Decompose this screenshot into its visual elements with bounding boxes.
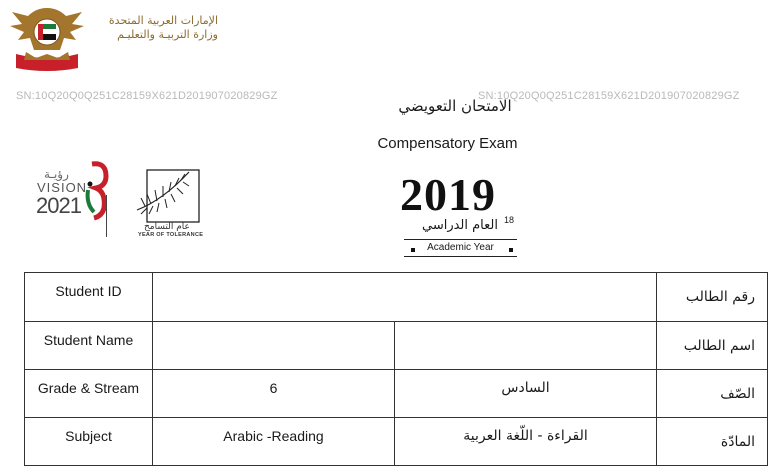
grade-value-en: 6: [153, 370, 395, 418]
subject-label-ar: المادّة: [657, 418, 768, 466]
year-of-tolerance-icon: [133, 166, 203, 224]
bullet-dot-left: [411, 248, 415, 252]
academic-year-arabic: العام الدراسي: [421, 218, 498, 233]
student-id-label: Student ID: [25, 273, 153, 322]
exam-title-english: Compensatory Exam: [377, 135, 518, 152]
grade-label-ar: الصّف: [657, 370, 768, 418]
student-name-field-en[interactable]: [153, 322, 395, 370]
table-row: [25, 322, 768, 370]
subject-label: Subject: [25, 418, 153, 466]
academic-year-number: 2019: [400, 169, 496, 220]
student-name-label: Student Name: [25, 322, 153, 370]
tolerance-english-label: YEAR OF TOLERANCE: [138, 232, 204, 238]
grade-value-ar: السادس: [395, 370, 657, 418]
vision-word: VISION: [37, 180, 88, 195]
student-info-table: [24, 272, 768, 466]
student-name-field-ar[interactable]: [395, 322, 657, 370]
subject-value-en: Arabic -Reading: [153, 418, 395, 466]
vision-arabic-label: رؤيـة: [44, 167, 69, 181]
serial-number-right: SN:10Q20Q0Q251C28159X621D201907020829GZ: [478, 90, 740, 102]
grade-stream-label: Grade & Stream: [25, 370, 153, 418]
student-name-label-ar: اسم الطالب: [657, 322, 768, 370]
tolerance-arabic-label: عام التسامح: [144, 222, 190, 232]
table-row: [25, 370, 768, 418]
vision-year: 2021: [36, 193, 81, 218]
table-row: [25, 273, 768, 322]
bullet-dot-right: [509, 248, 513, 252]
serial-number-left: SN:10Q20Q0Q251C28159X621D201907020829GZ: [16, 90, 278, 102]
uae-emblem-icon: [8, 2, 86, 74]
ministry-line-2: وزارة التربيـة والتعليـم: [117, 28, 218, 41]
exam-title-arabic: الامتحان التعويضي: [398, 97, 512, 115]
student-id-field[interactable]: [153, 273, 657, 322]
vision-divider: [106, 195, 107, 237]
academic-year-suffix: 18: [504, 215, 515, 225]
student-id-label-ar: رقم الطالب: [657, 273, 768, 322]
table-row: [25, 418, 768, 466]
vision-2021-mark-icon: [82, 160, 112, 230]
subject-value-ar: القراءة - اللّغة العربية: [395, 418, 657, 466]
ministry-line-1: الإمارات العربية المتحدة: [108, 14, 218, 27]
academic-year-english: Academic Year: [427, 242, 494, 253]
